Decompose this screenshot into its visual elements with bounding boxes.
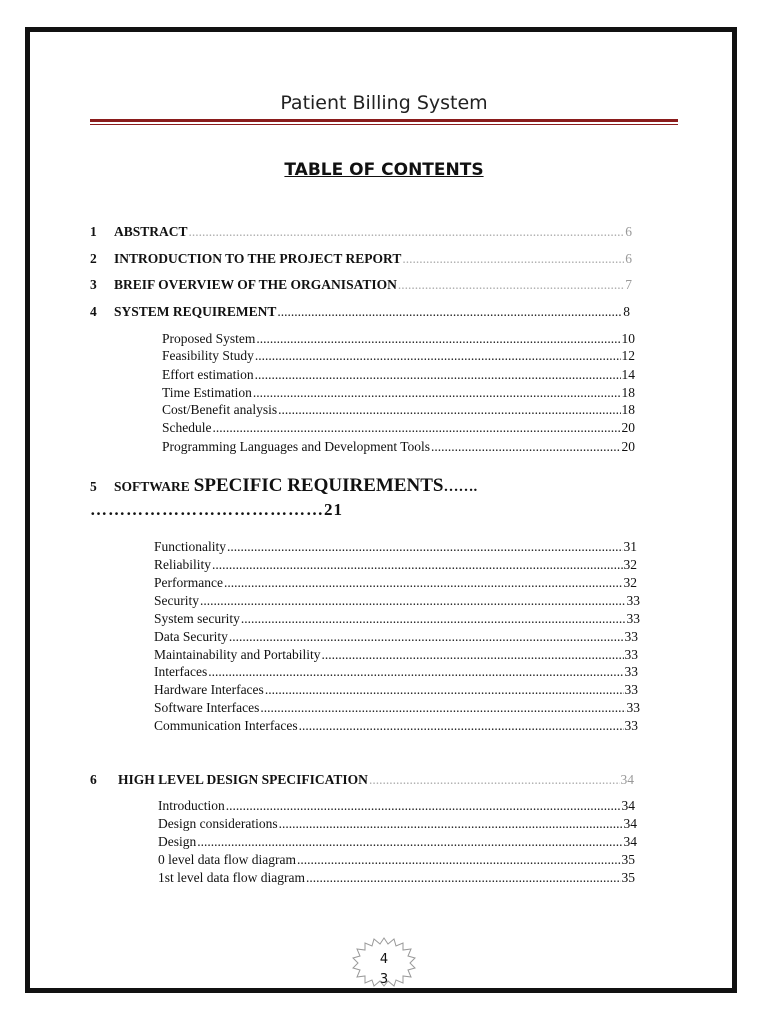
toc-sub-label: Effort estimation bbox=[162, 367, 254, 382]
toc-entry-label: INTRODUCTION TO THE PROJECT REPORT bbox=[114, 251, 402, 266]
toc-sub-label: Feasibility Study bbox=[162, 348, 254, 363]
toc-sub-page: 34 bbox=[623, 834, 637, 849]
leader-dots bbox=[224, 575, 623, 591]
leader-dots bbox=[226, 798, 621, 814]
toc-sub-label: Hardware Interfaces bbox=[154, 682, 264, 697]
toc-entry-3[interactable] bbox=[90, 277, 632, 293]
toc-sub-page: 12 bbox=[621, 348, 635, 363]
toc-sub-entry[interactable] bbox=[158, 834, 637, 850]
toc-entry-4[interactable] bbox=[90, 304, 630, 320]
toc-sub-entry[interactable] bbox=[158, 816, 637, 832]
toc-title: TABLE OF CONTENTS bbox=[284, 160, 484, 180]
header-rule-thin bbox=[90, 124, 678, 125]
toc-sub-entry[interactable] bbox=[154, 718, 638, 734]
toc-entry-page: 6 bbox=[625, 224, 632, 239]
toc-entry-1[interactable] bbox=[90, 224, 632, 240]
leader-dots: ……. bbox=[443, 479, 478, 495]
leader-dots bbox=[260, 700, 625, 716]
toc-entry-6[interactable] bbox=[90, 772, 634, 788]
toc-sub-page: 34 bbox=[621, 798, 635, 813]
toc-sub-label: Data Security bbox=[154, 629, 228, 644]
leader-dots bbox=[306, 870, 621, 886]
leader-dots bbox=[402, 251, 624, 267]
toc-sub-page: 18 bbox=[621, 385, 635, 400]
leader-dots bbox=[227, 539, 623, 555]
leader-dots bbox=[213, 420, 621, 436]
toc-sub-page: 35 bbox=[621, 852, 635, 867]
leader-dots bbox=[208, 664, 623, 680]
toc-sub-entry[interactable] bbox=[158, 798, 635, 814]
toc-sub-page: 20 bbox=[621, 420, 635, 435]
leader-dots bbox=[253, 385, 621, 401]
toc-sub-label: Communication Interfaces bbox=[154, 718, 298, 733]
leader-dots bbox=[189, 224, 625, 240]
toc-sub-label: Programming Languages and Development Tools bbox=[162, 439, 431, 454]
leader-dots bbox=[241, 611, 626, 627]
toc-entry-number: 2 bbox=[90, 251, 97, 266]
leader-dots bbox=[398, 277, 624, 293]
toc-sub-page: 32 bbox=[623, 575, 637, 590]
leader-dots bbox=[255, 348, 621, 364]
toc-sub-label: Time Estimation bbox=[162, 385, 252, 400]
toc-sub-entry[interactable] bbox=[162, 331, 635, 347]
leader-dots bbox=[229, 629, 624, 645]
toc-entry-5-page-line: …………………………………21 bbox=[90, 500, 343, 519]
toc-sub-label: System security bbox=[154, 611, 240, 626]
toc-sub-label: Maintainability and Portability bbox=[154, 647, 321, 662]
toc-sub-label: Proposed System bbox=[162, 331, 256, 346]
leader-dots bbox=[279, 816, 623, 832]
toc-sub-page: 31 bbox=[623, 539, 637, 554]
toc-sub-entry[interactable] bbox=[162, 420, 635, 436]
toc-sub-page: 35 bbox=[621, 870, 635, 885]
toc-sub-page: 33 bbox=[624, 629, 638, 644]
toc-sub-entry[interactable] bbox=[154, 700, 640, 716]
header-rule-thick bbox=[90, 119, 678, 122]
leader-dots bbox=[212, 557, 623, 573]
toc-sub-label: Security bbox=[154, 593, 199, 608]
toc-entry-label-large: SPECIFIC REQUIREMENTS bbox=[193, 475, 444, 496]
toc-entry-number: 3 bbox=[90, 277, 97, 292]
toc-sub-page: 14 bbox=[621, 367, 635, 382]
toc-sub-entry[interactable] bbox=[162, 348, 635, 364]
toc-sub-entry[interactable] bbox=[154, 557, 637, 573]
toc-entry-page: 7 bbox=[625, 277, 632, 292]
leader-dots bbox=[255, 367, 621, 383]
toc-sub-page: 33 bbox=[626, 700, 640, 715]
toc-entry-label: BREIF OVERVIEW OF THE ORGANISATION bbox=[114, 277, 397, 292]
toc-sub-label: Introduction bbox=[158, 798, 225, 813]
toc-entry-page: 6 bbox=[625, 251, 632, 266]
toc-sub-entry[interactable] bbox=[154, 629, 638, 645]
toc-entry-page: 34 bbox=[620, 772, 634, 787]
leader-dots bbox=[256, 331, 620, 347]
toc-sub-entry[interactable] bbox=[154, 682, 638, 698]
leader-dots bbox=[299, 718, 624, 734]
header-title: Patient Billing System bbox=[280, 92, 488, 114]
toc-entry-number: 4 bbox=[90, 304, 97, 319]
leader-dots bbox=[321, 647, 623, 663]
toc-sub-label: Reliability bbox=[154, 557, 211, 572]
toc-entry-page: 8 bbox=[623, 304, 630, 319]
toc-sub-page: 33 bbox=[624, 664, 638, 679]
toc-sub-page: 10 bbox=[621, 331, 635, 346]
toc-sub-page: 33 bbox=[624, 682, 638, 697]
toc-sub-entry[interactable] bbox=[154, 575, 637, 591]
toc-sub-label: Interfaces bbox=[154, 664, 208, 679]
toc-sub-entry[interactable] bbox=[154, 664, 638, 680]
toc-sub-label: Schedule bbox=[162, 420, 212, 435]
leader-dots bbox=[431, 439, 620, 455]
toc-sub-entry[interactable] bbox=[162, 385, 635, 401]
leader-dots bbox=[265, 682, 624, 698]
toc-sub-page: 34 bbox=[623, 816, 637, 831]
toc-sub-entry[interactable] bbox=[158, 870, 635, 886]
toc-sub-page: 33 bbox=[624, 718, 638, 733]
toc-sub-entry[interactable] bbox=[162, 439, 635, 455]
toc-sub-entry[interactable] bbox=[162, 402, 635, 418]
toc-sub-entry[interactable] bbox=[154, 611, 640, 627]
toc-sub-label: Design considerations bbox=[158, 816, 278, 831]
toc-sub-entry[interactable] bbox=[162, 367, 635, 383]
toc-sub-entry[interactable] bbox=[154, 647, 638, 663]
toc-entry-label: ABSTRACT bbox=[114, 224, 188, 239]
leader-dots bbox=[277, 304, 622, 320]
toc-sub-page: 33 bbox=[624, 647, 638, 662]
leader-dots bbox=[278, 402, 620, 418]
toc-sub-label: Design bbox=[158, 834, 197, 849]
toc-sub-page: 33 bbox=[626, 611, 640, 626]
toc-entry-label-small: SOFTWARE bbox=[114, 479, 190, 494]
toc-sub-entry[interactable] bbox=[154, 539, 637, 555]
toc-entry-number: 5 bbox=[90, 479, 97, 494]
toc-entry-number: 6 bbox=[90, 772, 97, 787]
toc-sub-label: 0 level data flow diagram bbox=[158, 852, 296, 867]
toc-sub-label: Software Interfaces bbox=[154, 700, 260, 715]
leader-dots bbox=[200, 593, 626, 609]
page-number: 4 bbox=[379, 952, 389, 967]
toc-sub-label: 1st level data flow diagram bbox=[158, 870, 305, 885]
toc-entry-label: HIGH LEVEL DESIGN SPECIFICATION bbox=[118, 772, 368, 787]
toc-entry-label: SYSTEM REQUIREMENT bbox=[114, 304, 277, 319]
toc-sub-label: Performance bbox=[154, 575, 223, 590]
toc-sub-entry[interactable] bbox=[158, 852, 635, 868]
toc-sub-entry[interactable] bbox=[154, 593, 640, 609]
toc-sub-page: 20 bbox=[621, 439, 635, 454]
leader-dots bbox=[197, 834, 622, 850]
toc-sub-label: Cost/Benefit analysis bbox=[162, 402, 278, 417]
page-number-secondary: 3 bbox=[379, 972, 389, 987]
toc-entry-2[interactable] bbox=[90, 251, 632, 267]
leader-dots bbox=[297, 852, 621, 868]
toc-sub-label: Functionality bbox=[154, 539, 226, 554]
leader-dots bbox=[369, 772, 620, 788]
toc-entry-number: 1 bbox=[90, 224, 97, 239]
toc-sub-page: 33 bbox=[626, 593, 640, 608]
toc-sub-page: 32 bbox=[623, 557, 637, 572]
toc-sub-page: 18 bbox=[621, 402, 635, 417]
toc-entry-5[interactable] bbox=[90, 475, 477, 497]
